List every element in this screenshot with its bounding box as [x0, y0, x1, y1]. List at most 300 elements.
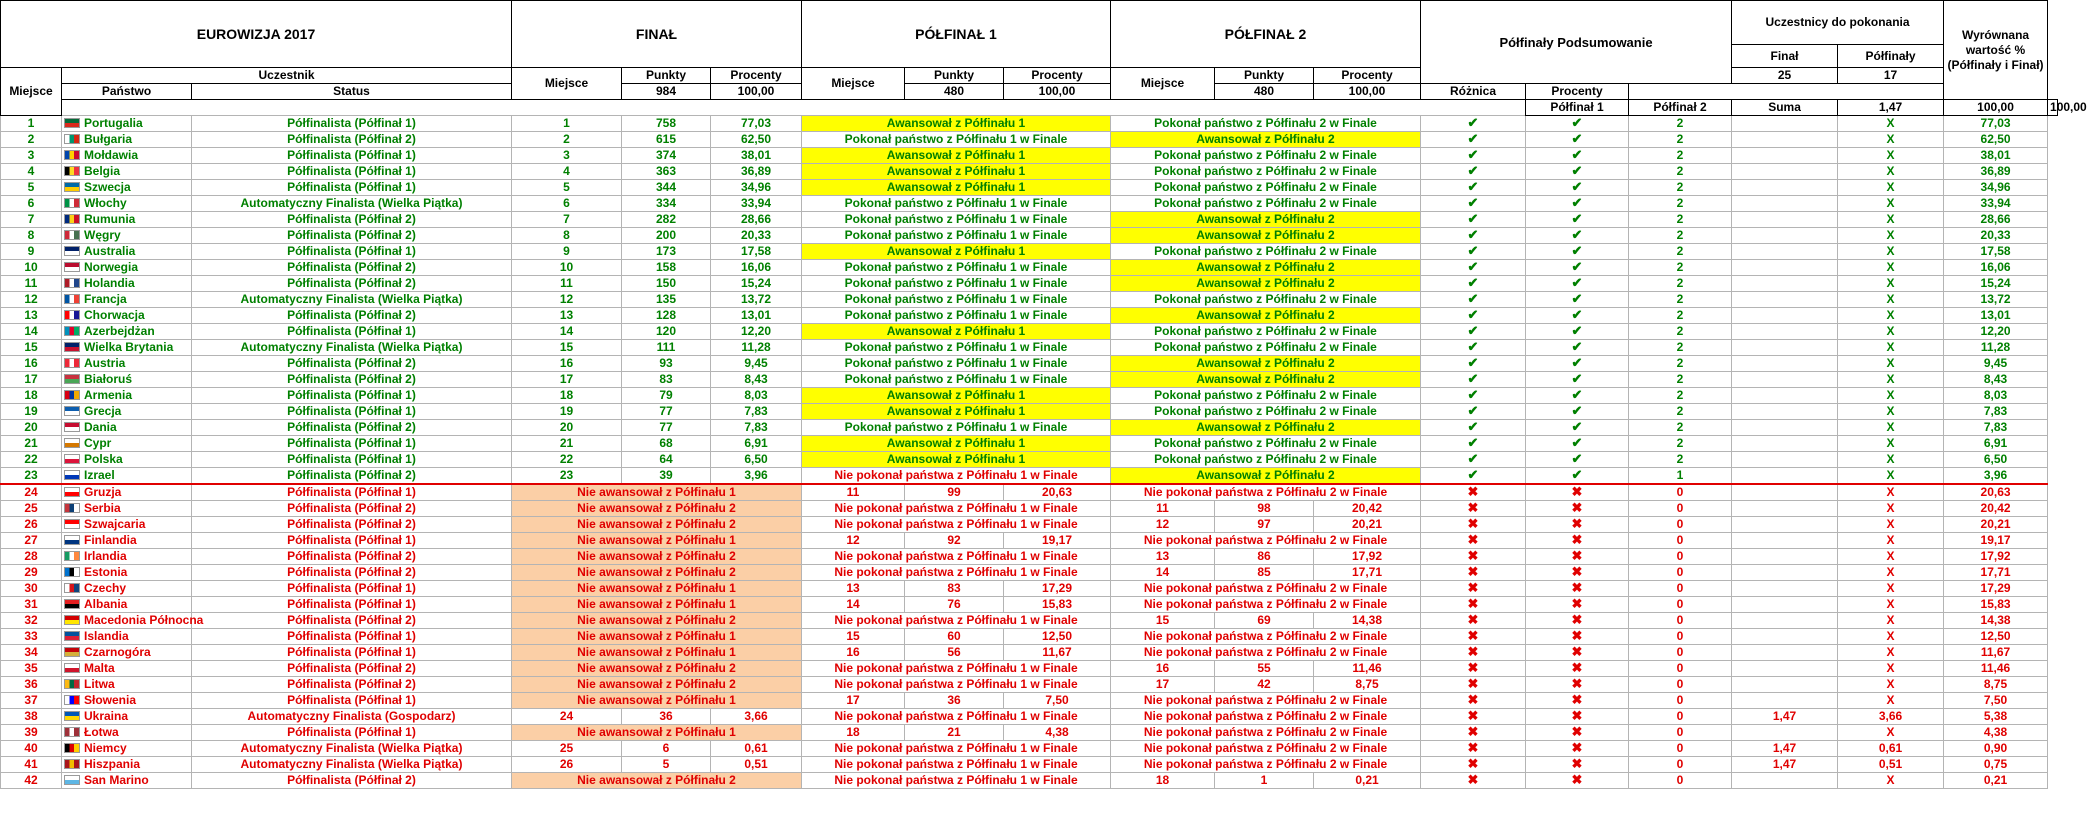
- country-name: Portugalia: [84, 116, 143, 130]
- country-name: Chorwacja: [84, 308, 145, 322]
- status-cell: Półfinalista (Półfinał 2): [192, 372, 512, 388]
- final-points: 334: [622, 196, 711, 212]
- table-row: [1, 244, 2058, 260]
- final-place: 5: [512, 180, 622, 196]
- beat-percent-cell: X: [1838, 308, 1944, 324]
- beat-diff-cell: [1732, 661, 1838, 677]
- summary-semi1-cell: [1421, 693, 1526, 709]
- table-row: [1, 613, 2058, 629]
- check-icon: ✔: [1467, 211, 1479, 226]
- semi2-status: Awansował z Półfinału 2: [1111, 132, 1421, 148]
- cross-icon: ✖: [1571, 756, 1583, 771]
- country-name: Estonia: [84, 565, 128, 579]
- flag-icon: [64, 134, 80, 144]
- status-cell: Półfinalista (Półfinał 2): [192, 565, 512, 581]
- place-cell: 25: [1, 501, 62, 517]
- flag-icon: [64, 454, 80, 464]
- semi2-place: 18: [1111, 773, 1215, 789]
- semi1-total-pct: 100,00: [1004, 84, 1111, 100]
- cross-icon: ✖: [1467, 724, 1479, 739]
- beat-diff-cell: [1732, 132, 1838, 148]
- semi2-status: Pokonał państwo z Półfinału 2 w Finale: [1111, 324, 1421, 340]
- final-percent: 34,96: [711, 180, 802, 196]
- cross-icon: ✖: [1467, 772, 1479, 787]
- table-row: [1, 757, 2058, 773]
- final-points: 758: [622, 116, 711, 132]
- place-cell: 34: [1, 645, 62, 661]
- final-place: 3: [512, 148, 622, 164]
- beat-percent-cell: X: [1838, 116, 1944, 132]
- country-cell: [62, 404, 192, 420]
- final-place: 24: [512, 709, 622, 725]
- beat-diff-cell: 1,47: [1732, 757, 1838, 773]
- semi2-total-points: 480: [1215, 84, 1314, 100]
- semi2-status: Nie pokonał państwa z Półfinału 2 w Finale: [1111, 597, 1421, 613]
- status-cell: Półfinalista (Półfinał 1): [192, 436, 512, 452]
- country-name: Rumunia: [84, 212, 136, 226]
- table-row: [1, 517, 2058, 533]
- final-place: 12: [512, 292, 622, 308]
- semi1-status: Nie pokonał państwa z Półfinału 1 w Finale: [802, 741, 1111, 757]
- place-cell: 11: [1, 276, 62, 292]
- status-cell: Półfinalista (Półfinał 2): [192, 773, 512, 789]
- country-name: Hiszpania: [84, 757, 141, 771]
- semi2-status: Pokonał państwo z Półfinału 2 w Finale: [1111, 148, 1421, 164]
- semi2-status: Awansował z Półfinału 2: [1111, 260, 1421, 276]
- summary-semi2-cell: [1526, 533, 1629, 549]
- country-cell: [62, 292, 192, 308]
- cross-icon: ✖: [1571, 612, 1583, 627]
- summary-semi1-cell: [1421, 180, 1526, 196]
- summary-semi2-cell: [1526, 196, 1629, 212]
- semi1-percent: 20,63: [1004, 484, 1111, 501]
- place-cell: 40: [1, 741, 62, 757]
- semi1-percent: 15,83: [1004, 597, 1111, 613]
- semi1-status: Nie pokonał państwa z Półfinału 1 w Finale: [802, 565, 1111, 581]
- summary-semi2-cell: [1526, 372, 1629, 388]
- check-icon: ✔: [1467, 115, 1479, 130]
- semi2-status: Awansował z Półfinału 2: [1111, 276, 1421, 292]
- beat-diff-cell: 1,47: [1732, 741, 1838, 757]
- final-place: 1: [512, 116, 622, 132]
- summary-semi1-cell: [1421, 292, 1526, 308]
- cross-icon: ✖: [1467, 564, 1479, 579]
- summary-semi2-cell: [1526, 613, 1629, 629]
- final-points: 363: [622, 164, 711, 180]
- place-cell: 12: [1, 292, 62, 308]
- summary-semi2-cell: [1526, 549, 1629, 565]
- equalized-cell: 19,17: [1944, 533, 2048, 549]
- summary-semi2-cell: [1526, 501, 1629, 517]
- cross-icon: ✖: [1571, 692, 1583, 707]
- status-cell: Automatyczny Finalista (Wielka Piątka): [192, 340, 512, 356]
- semi1-status: Pokonał państwo z Półfinału 1 w Finale: [802, 276, 1111, 292]
- place-cell: 33: [1, 629, 62, 645]
- final-percent: 3,96: [711, 468, 802, 485]
- table-row: [1, 388, 2058, 404]
- country-cell: [62, 132, 192, 148]
- semi1-status: Nie pokonał państwa z Półfinału 1 w Finale: [802, 517, 1111, 533]
- summary-semi2-cell: [1526, 164, 1629, 180]
- country-cell: [62, 549, 192, 565]
- final-place: 7: [512, 212, 622, 228]
- final-status: Nie awansował z Półfinału 2: [512, 565, 802, 581]
- semi2-status: Pokonał państwo z Półfinału 2 w Finale: [1111, 452, 1421, 468]
- country-cell: [62, 164, 192, 180]
- final-place: 18: [512, 388, 622, 404]
- flag-icon: [64, 679, 80, 689]
- final-percent: 16,06: [711, 260, 802, 276]
- summary-sum-cell: 0: [1629, 501, 1732, 517]
- cross-icon: ✖: [1571, 516, 1583, 531]
- country-cell: [62, 324, 192, 340]
- check-icon: ✔: [1467, 403, 1479, 418]
- cross-icon: ✖: [1467, 516, 1479, 531]
- summary-sum-cell: 2: [1629, 164, 1732, 180]
- beat-percent-cell: X: [1838, 260, 1944, 276]
- summary-sum-cell: 0: [1629, 661, 1732, 677]
- table-row: [1, 420, 2058, 436]
- country-name: Słowenia: [84, 693, 137, 707]
- cross-icon: ✖: [1467, 612, 1479, 627]
- check-icon: ✔: [1467, 163, 1479, 178]
- participant-header: Uczestnik: [62, 68, 512, 84]
- semi1-status: Awansował z Półfinału 1: [802, 148, 1111, 164]
- table-row: [1, 196, 2058, 212]
- table-row: [1, 404, 2058, 420]
- check-icon: ✔: [1467, 227, 1479, 242]
- summary-semi1-cell: [1421, 661, 1526, 677]
- final-percent: 12,20: [711, 324, 802, 340]
- status-cell: Automatyczny Finalista (Wielka Piątka): [192, 292, 512, 308]
- final-percent: 6,91: [711, 436, 802, 452]
- cross-icon: ✖: [1467, 628, 1479, 643]
- final-percent: 0,51: [711, 757, 802, 773]
- flag-icon: [64, 599, 80, 609]
- cross-icon: ✖: [1571, 740, 1583, 755]
- summary-semi1-cell: [1421, 244, 1526, 260]
- status-cell: Półfinalista (Półfinał 2): [192, 132, 512, 148]
- country-name: Grecja: [84, 404, 122, 418]
- summary-semi1-cell: [1421, 757, 1526, 773]
- beat-diff-cell: [1732, 276, 1838, 292]
- place-cell: 42: [1, 773, 62, 789]
- place-cell: 38: [1, 709, 62, 725]
- beat-percent-cell: X: [1838, 164, 1944, 180]
- final-points: 77: [622, 420, 711, 436]
- summary-semi2-cell: [1526, 212, 1629, 228]
- semi1-status: Awansował z Półfinału 1: [802, 116, 1111, 132]
- beat-diff-cell: [1732, 308, 1838, 324]
- table-row: [1, 629, 2058, 645]
- table-row: [1, 276, 2058, 292]
- final-points: 77: [622, 404, 711, 420]
- table-row: [1, 372, 2058, 388]
- country-cell: [62, 196, 192, 212]
- summary-semi2-cell: [1526, 132, 1629, 148]
- place-cell: 29: [1, 565, 62, 581]
- summary-sum-header: Suma: [1732, 100, 1838, 116]
- summary-semi1-cell: [1421, 677, 1526, 693]
- semi2-points: 85: [1215, 565, 1314, 581]
- table-row: [1, 661, 2058, 677]
- semi2-status: Pokonał państwo z Półfinału 2 w Finale: [1111, 292, 1421, 308]
- flag-icon: [64, 438, 80, 448]
- semi2-percent: 20,21: [1314, 517, 1421, 533]
- table-row: [1, 356, 2058, 372]
- table-row: [1, 677, 2058, 693]
- cross-icon: ✖: [1571, 676, 1583, 691]
- country-cell: [62, 148, 192, 164]
- semi1-points: 60: [905, 629, 1004, 645]
- beat-percent-cell: X: [1838, 340, 1944, 356]
- status-cell: Półfinalista (Półfinał 2): [192, 468, 512, 485]
- country-name: Mołdawia: [84, 148, 139, 162]
- country-name: Niemcy: [84, 741, 127, 755]
- semi1-status: Pokonał państwo z Półfinału 1 w Finale: [802, 292, 1111, 308]
- semi2-place: 13: [1111, 549, 1215, 565]
- country-name: Albania: [84, 597, 128, 611]
- final-points: 6: [622, 741, 711, 757]
- beat-percent-cell: X: [1838, 356, 1944, 372]
- summary-semi1-cell: [1421, 308, 1526, 324]
- status-cell: Półfinalista (Półfinał 1): [192, 645, 512, 661]
- place-cell: 28: [1, 549, 62, 565]
- equalized-cell: 12,50: [1944, 629, 2048, 645]
- summary-semi2-cell: [1526, 180, 1629, 196]
- flag-icon: [64, 631, 80, 641]
- semi2-points-header: Punkty: [1215, 68, 1314, 84]
- semi1-percent: 11,67: [1004, 645, 1111, 661]
- semi2-points: 86: [1215, 549, 1314, 565]
- final-points: 282: [622, 212, 711, 228]
- country-name: Cypr: [84, 436, 112, 450]
- final-points: 39: [622, 468, 711, 485]
- final-place: 25: [512, 741, 622, 757]
- flag-icon: [64, 519, 80, 529]
- summary-sum-cell: 0: [1629, 693, 1732, 709]
- beat-diff-cell: [1732, 693, 1838, 709]
- beat-percent-cell: X: [1838, 180, 1944, 196]
- to-beat-header: Uczestnicy do pokonania: [1732, 1, 1944, 45]
- summary-semi2-cell: [1526, 116, 1629, 132]
- place-cell: 17: [1, 372, 62, 388]
- cross-icon: ✖: [1467, 596, 1479, 611]
- semi1-percent: 12,50: [1004, 629, 1111, 645]
- flag-icon: [64, 246, 80, 256]
- check-icon: ✔: [1571, 323, 1583, 338]
- semi2-status: Pokonał państwo z Półfinału 2 w Finale: [1111, 388, 1421, 404]
- check-icon: ✔: [1467, 435, 1479, 450]
- country-name: Azerbejdżan: [84, 324, 155, 338]
- summary-semi1-cell: [1421, 725, 1526, 741]
- semi1-status: Awansował z Półfinału 1: [802, 324, 1111, 340]
- country-cell: [62, 581, 192, 597]
- status-cell: Półfinalista (Półfinał 2): [192, 308, 512, 324]
- semi2-status: Pokonał państwo z Półfinału 2 w Finale: [1111, 436, 1421, 452]
- semi2-points: 69: [1215, 613, 1314, 629]
- equalized-cell: 20,63: [1944, 484, 2048, 501]
- summary-sum-cell: 2: [1629, 404, 1732, 420]
- equalized-cell: 7,83: [1944, 420, 2048, 436]
- summary-semi2-cell: [1526, 148, 1629, 164]
- semi2-status: Nie pokonał państwa z Półfinału 2 w Finale: [1111, 581, 1421, 597]
- semi2-percent-header: Procenty: [1314, 68, 1421, 84]
- check-icon: ✔: [1571, 435, 1583, 450]
- country-name: Finlandia: [84, 533, 137, 547]
- summary-semi2-cell: [1526, 565, 1629, 581]
- check-icon: ✔: [1467, 339, 1479, 354]
- flag-icon: [64, 567, 80, 577]
- place-cell: 15: [1, 340, 62, 356]
- table-row: [1, 148, 2058, 164]
- status-cell: Półfinalista (Półfinał 1): [192, 452, 512, 468]
- check-icon: ✔: [1571, 467, 1583, 482]
- final-status: Nie awansował z Półfinału 2: [512, 613, 802, 629]
- final-percent: 3,66: [711, 709, 802, 725]
- status-cell: Półfinalista (Półfinał 1): [192, 693, 512, 709]
- beat-semis-pct: 100,00: [1944, 100, 2048, 116]
- country-name: Węgry: [84, 228, 121, 242]
- final-percent: 7,83: [711, 420, 802, 436]
- table-row: [1, 324, 2058, 340]
- cross-icon: ✖: [1571, 596, 1583, 611]
- semi1-status: Nie pokonał państwa z Półfinału 1 w Finale: [802, 661, 1111, 677]
- summary-semi2-cell: [1526, 645, 1629, 661]
- beat-diff-cell: [1732, 533, 1838, 549]
- table-row: [1, 468, 2058, 485]
- status-cell: Automatyczny Finalista (Gospodarz): [192, 709, 512, 725]
- final-place: 16: [512, 356, 622, 372]
- summary-sum-cell: 2: [1629, 308, 1732, 324]
- flag-icon: [64, 326, 80, 336]
- country-cell: [62, 741, 192, 757]
- semis-summary-header: Półfinały Podsumowanie: [1421, 1, 1732, 84]
- summary-semi2-cell: [1526, 661, 1629, 677]
- table-row: [1, 773, 2058, 789]
- beat-percent-cell: X: [1838, 645, 1944, 661]
- country-cell: [62, 533, 192, 549]
- flag-icon: [64, 166, 80, 176]
- beat-percent-cell: X: [1838, 244, 1944, 260]
- summary-sum-cell: 2: [1629, 388, 1732, 404]
- country-cell: [62, 725, 192, 741]
- place-cell: 1: [1, 116, 62, 132]
- beat-diff-cell: [1732, 725, 1838, 741]
- summary-semi1-cell: [1421, 340, 1526, 356]
- country-name: Białoruś: [84, 372, 133, 386]
- place-cell: 3: [1, 148, 62, 164]
- check-icon: ✔: [1571, 227, 1583, 242]
- summary-semi2-cell: [1526, 517, 1629, 533]
- check-icon: ✔: [1467, 291, 1479, 306]
- beat-diff-cell: [1732, 549, 1838, 565]
- summary-sum-cell: 0: [1629, 613, 1732, 629]
- final-points: 158: [622, 260, 711, 276]
- final-points: 68: [622, 436, 711, 452]
- cross-icon: ✖: [1467, 644, 1479, 659]
- place-cell: 9: [1, 244, 62, 260]
- semi2-place: 15: [1111, 613, 1215, 629]
- check-icon: ✔: [1571, 243, 1583, 258]
- table-row: [1, 484, 2058, 501]
- final-status: Nie awansował z Półfinału 2: [512, 773, 802, 789]
- final-status: Nie awansował z Półfinału 2: [512, 517, 802, 533]
- semi2-status: Pokonał państwo z Półfinału 2 w Finale: [1111, 196, 1421, 212]
- beat-diff-cell: [1732, 629, 1838, 645]
- summary-semi2-cell: [1526, 276, 1629, 292]
- beat-diff-cell: [1732, 164, 1838, 180]
- table-row: [1, 725, 2058, 741]
- semi1-points: 92: [905, 533, 1004, 549]
- summary-sum-cell: 2: [1629, 372, 1732, 388]
- beat-diff-cell: [1732, 388, 1838, 404]
- country-name: Irlandia: [84, 549, 127, 563]
- beat-percent-cell: X: [1838, 725, 1944, 741]
- check-icon: ✔: [1571, 339, 1583, 354]
- final-percent: 15,24: [711, 276, 802, 292]
- country-cell: [62, 468, 192, 485]
- check-icon: ✔: [1467, 243, 1479, 258]
- semi2-status: Nie pokonał państwa z Półfinału 2 w Finale: [1111, 533, 1421, 549]
- flag-icon: [64, 487, 80, 497]
- country-cell: [62, 517, 192, 533]
- summary-sum-cell: 2: [1629, 196, 1732, 212]
- country-cell: [62, 677, 192, 693]
- semi1-status: Pokonał państwo z Półfinału 1 w Finale: [802, 340, 1111, 356]
- country-name: Litwa: [84, 677, 115, 691]
- semi2-status: Nie pokonał państwa z Półfinału 2 w Finale: [1111, 693, 1421, 709]
- beat-diff-cell: [1732, 565, 1838, 581]
- equalized-cell: 17,29: [1944, 581, 2048, 597]
- semi1-status: Nie pokonał państwa z Półfinału 1 w Finale: [802, 549, 1111, 565]
- final-percent: 77,03: [711, 116, 802, 132]
- final-points: 615: [622, 132, 711, 148]
- flag-icon: [64, 198, 80, 208]
- country-name: San Marino: [84, 773, 149, 787]
- final-status: Nie awansował z Półfinału 1: [512, 581, 802, 597]
- place-cell: 14: [1, 324, 62, 340]
- place-cell: 13: [1, 308, 62, 324]
- status-cell: Półfinalista (Półfinał 2): [192, 517, 512, 533]
- summary-semi1-cell: [1421, 324, 1526, 340]
- beat-diff-cell: [1732, 244, 1838, 260]
- beat-diff-cell: [1732, 468, 1838, 485]
- table-row: [1, 228, 2058, 244]
- semi2-place: 11: [1111, 501, 1215, 517]
- semi1-status: Pokonał państwo z Półfinału 1 w Finale: [802, 212, 1111, 228]
- semi2-status: Nie pokonał państwa z Półfinału 2 w Finale: [1111, 725, 1421, 741]
- status-header: Status: [192, 84, 512, 100]
- summary-sum-cell: 2: [1629, 356, 1732, 372]
- beat-semis-count: 17: [1838, 68, 1944, 84]
- equalized-cell: 7,83: [1944, 404, 2048, 420]
- summary-semi2-cell: [1526, 693, 1629, 709]
- beat-percent-cell: X: [1838, 420, 1944, 436]
- country-cell: [62, 757, 192, 773]
- beat-percent-cell: X: [1838, 276, 1944, 292]
- country-name: Wielka Brytania: [84, 340, 174, 354]
- country-name: Dania: [84, 420, 117, 434]
- flag-icon: [64, 262, 80, 272]
- summary-semi2-cell: [1526, 420, 1629, 436]
- summary-semi1-cell: [1421, 356, 1526, 372]
- country-name: Australia: [84, 244, 136, 258]
- status-cell: Półfinalista (Półfinał 1): [192, 116, 512, 132]
- flag-icon: [64, 150, 80, 160]
- cross-icon: ✖: [1467, 484, 1479, 499]
- summary-semi2-cell: [1526, 324, 1629, 340]
